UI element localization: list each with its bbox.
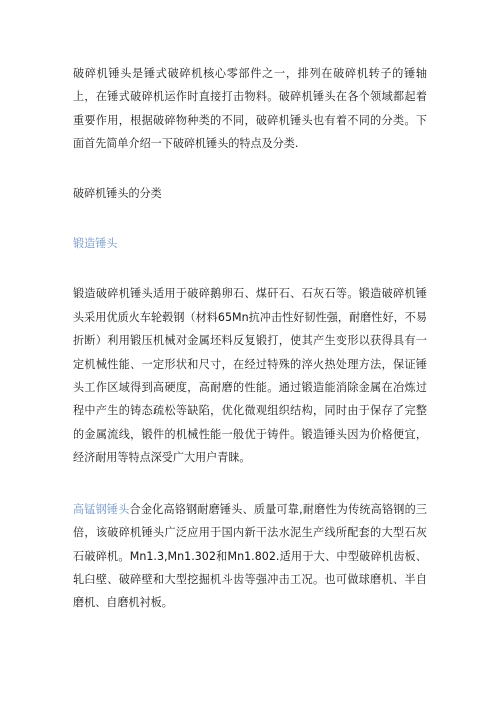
forged-hammer-paragraph: 锻造破碎机锤头适用于破碎鹅卵石、煤矸石、石灰石等。锻造破碎机锤头采用优质火车轮毂钢（材料65Mn抗冲击性好韧性强，耐磨性好，不易折断）利用锻压机械对金属坯料反复锻打，使其产生变形以获得具有一定机械性能、一定形状和尺寸，在经过特殊的淬火热处理方法，保证锤头工作区域得到高硬度，高耐磨的性能。通过锻造能消除金属在冶炼过程中产生的铸态疏松等缺陷，优化微观组织结构，同时由于保存了完整的金属流线，锻件的机械性能一般优于铸件。锻造锤头因为价格便宜，经济耐用等特点深受广大用户青睐。 xyxy=(73,287,427,465)
manganese-hammer-lead: 高锰钢锤头 xyxy=(73,502,130,516)
section-title: 破碎机锤头的分类 xyxy=(73,186,162,200)
forged-hammer-heading: 锻造锤头 xyxy=(73,237,118,251)
intro-paragraph: 破碎机锤头是锤式破碎机核心零部件之一，排列在破碎机转子的锤轴上，在锤式破碎机运作时直接打击物料。破碎机锤头在各个领域都起着重要作用，根据破碎物种类的不同，破碎机锤头也有着不同的分类。下面首先简单介绍一下破碎机锤头的特点及分类. xyxy=(73,67,427,151)
document-body xyxy=(73,62,427,615)
manganese-hammer-paragraph xyxy=(73,498,427,615)
manganese-hammer-text: 合金化高铬钢耐磨锤头、质量可靠,耐磨性为传统高铬钢的三倍，该破碎机锤头广泛应用于国内新干法水泥生产线所配套的大型石灰石破碎机。Mn1.3,Mn1.302和Mn1.802.适用于大、中型破碎机齿板、轧臼壁、破碎壁和大型挖掘机斗齿等强冲击工况。也可做球磨机、半自磨机、自磨机衬板。 xyxy=(73,502,427,610)
